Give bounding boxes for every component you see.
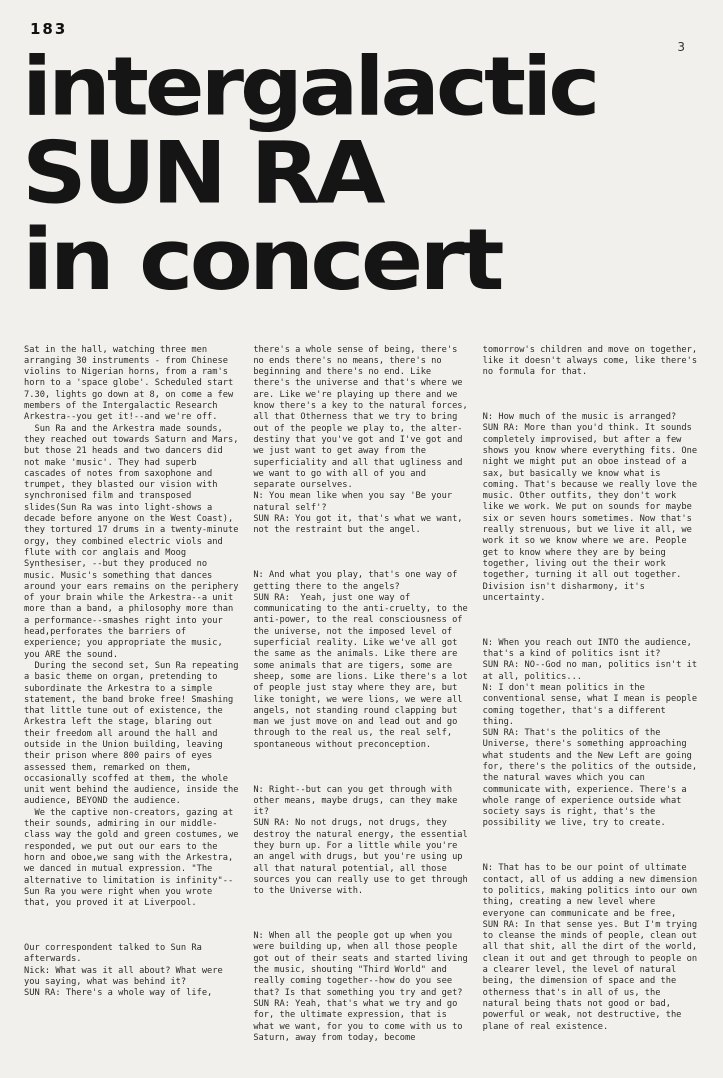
column-2 bbox=[253, 322, 472, 1043]
column-3-paragraph: N: That has to be our point of ultimate contact, all of us adding a new dimension to politics, making politics into our own thing, creating a new level where everyone can communicate and be free, SUN RA: In that sense yes. But I'm trying to cleanse the minds of people, clean out all that shit, all the dirt of the world, clean it out and get through to people on a clearer level, the level of natural being, the dimension of space and the otherness that's in all of us, the natural being thats not good or bad, powerful or weak, not destructive, the plane of real existence. bbox=[482, 863, 698, 1032]
column-2-paragraph: N: Right--but can you get through with other means, maybe drugs, can they make it? SUN RA: No not drugs, not drugs, they destroy the natural energy, the essential they burn up. For a little while you're an angel with drugs, but you're using up all that natural potential, all those sources you can really use to get through to the Universe with. bbox=[253, 784, 468, 897]
column-1-paragraph: Sat in the hall, watching three men arranging 30 instruments - from Chinese violins to Nigerian horns, from a ram's horn to a 'space globe'. Scheduled start 7.30, lights go down at 8, on come a few members of the Intergalactic Research Arkestra--you get it!--and we're off. Sun Ra and the Arkestra made sounds, they reached out towards Saturn and Mars, but those 21 heads and two dancers did not make 'music'. They had superb cascades of notes from saxophone and trumpet, they blasted our vision with synchronised film and transposed slides(Sun Ra was into light-shows a decade before anyone on the West Coast), they tortured 17 drums in a twenty-minute orgy, they combined electric viols and flute with cor anglais and Moog Synthesiser, --but they produced no music. Music's something that dances around your ears remains on the periphery of your brain while the Arkestra--a unit more than a band, a philosophy more than a performance--smashes right into your head,perforates the barriers of experience; you appropriate the music, you ARE the sound. During the second set, Sun Ra repeating a basic theme on organ, pretending to subordinate the Arkestra to a simple statement, the band broke free! Smashing that little tune out of existence, the Arkestra left the stage, blaring out their freedom all around the hall and outside in the Union building, leaving their prison where 800 pairs of eyes assessed them, remarked on them, occasionally scoffed at them, the whole unit went behind the audience, inside the audience, BEYOND the audience. We the captive non-creators, gazing at their sounds, admiring in our middle-class way the gold and green costumes, we responded, we put out our ears to the horn and oboe,we sang with the Arkestra, we danced in mutual expression. "The alternative to limitation is infinity"--Sun Ra you were right when you wrote that, you proved it at Liverpool. bbox=[24, 344, 239, 909]
column-1-paragraph: Our correspondent talked to Sun Ra afterwards. Nick: What was it all about? What were you saying, what was behind it? SUN RA: There's a whole way of life, bbox=[24, 943, 223, 999]
column-3-paragraph: N: How much of the music is arranged? SUN RA: More than you'd think. It sounds completely improvised, but after a few shows you know where everything fits. One night we might put an oboe instead of a sax, but basically we know what is coming. That's because we really love the music. Other outfits, they don't work like we work. We put on sounds for maybe six or seven hours sometimes. Now that's really strenuous, but we live it all, we work it so we know where we are. People get to know where they are by being together, living out the their work together, turning it all out together. Division isn't disharmony, it's uncertainty. bbox=[482, 412, 698, 603]
headline-line-3: in concert bbox=[22, 210, 501, 310]
headline-line-2: SUN RA bbox=[22, 123, 382, 224]
column-3-paragraph: tomorrow's children and move on together, like it doesn't always come, like there's no formula for that. bbox=[482, 344, 703, 378]
column-2-paragraph: N: And what you play, that's one way of getting there to the angels? SUN RA: Yeah, just one way of communicating to the anti-cruelty, to the anti-power, to the real consciousness of the universe, not the imposed level of superficial reality. Like we've all got the same as the animals. Like there are some animals that are tigers, some are sheep, some are lions. Like there's a lot of people just stay where they are, but like tonight, we were lions, we were all angels, not standing round clapping but man we just move on and lead out and go through to the real us, the real self, spontaneous without preconception. bbox=[253, 570, 468, 750]
column-3-paragraph: N: When you reach out INTO the audience, that's a kind of politics isnt it? SUN RA: NO--God no man, politics isn't it at all, politics... N: I don't mean politics in the conventional sense, what I mean is people coming together, that's a different thing. SUN RA: That's the politics of the Universe, there's something approaching what students and the New Left are going for, there's the politics of the outside, the natural waves which you can communicate with, experience. There's a whole range of experience outside what society says is right, that's the possibility we live, try to create. bbox=[482, 637, 698, 829]
column-2-paragraph: N: When all the people got up when you were building up, when all those people got out of their seats and started living the music, shouting "Third World" and really coming together--how do you see that? Is that something you try and get? SUN RA: Yeah, that's what we try and go for, the ultimate expression, that is what we want, for you to come with us to Saturn, away from today, become bbox=[253, 931, 468, 1043]
headline bbox=[22, 38, 597, 310]
column-3 bbox=[482, 322, 703, 1032]
column-1 bbox=[24, 322, 243, 1002]
page-number: 183 bbox=[30, 20, 68, 38]
column-2-paragraph: there's a whole sense of being, there's no ends there's no means, there's no beginning and there's no end. Like there's the universe and that's where we are. Like we're playing up there and we know there's a key to the natural forces, all that Otherness that we try to bring out of the people we play to, the alter-destiny that you've got and I've got and we just want to get away from the superficiality and all that ugliness and we want to go with all of you and separate ourselves. N: You mean like when you say 'Be your natural self'? SUN RA: You got it, that's what we want, not the restraint but the angel. bbox=[253, 344, 468, 536]
folio-number: 3 bbox=[677, 40, 685, 54]
headline-line-1: intergalactic bbox=[22, 38, 597, 134]
article-body bbox=[24, 322, 703, 1043]
